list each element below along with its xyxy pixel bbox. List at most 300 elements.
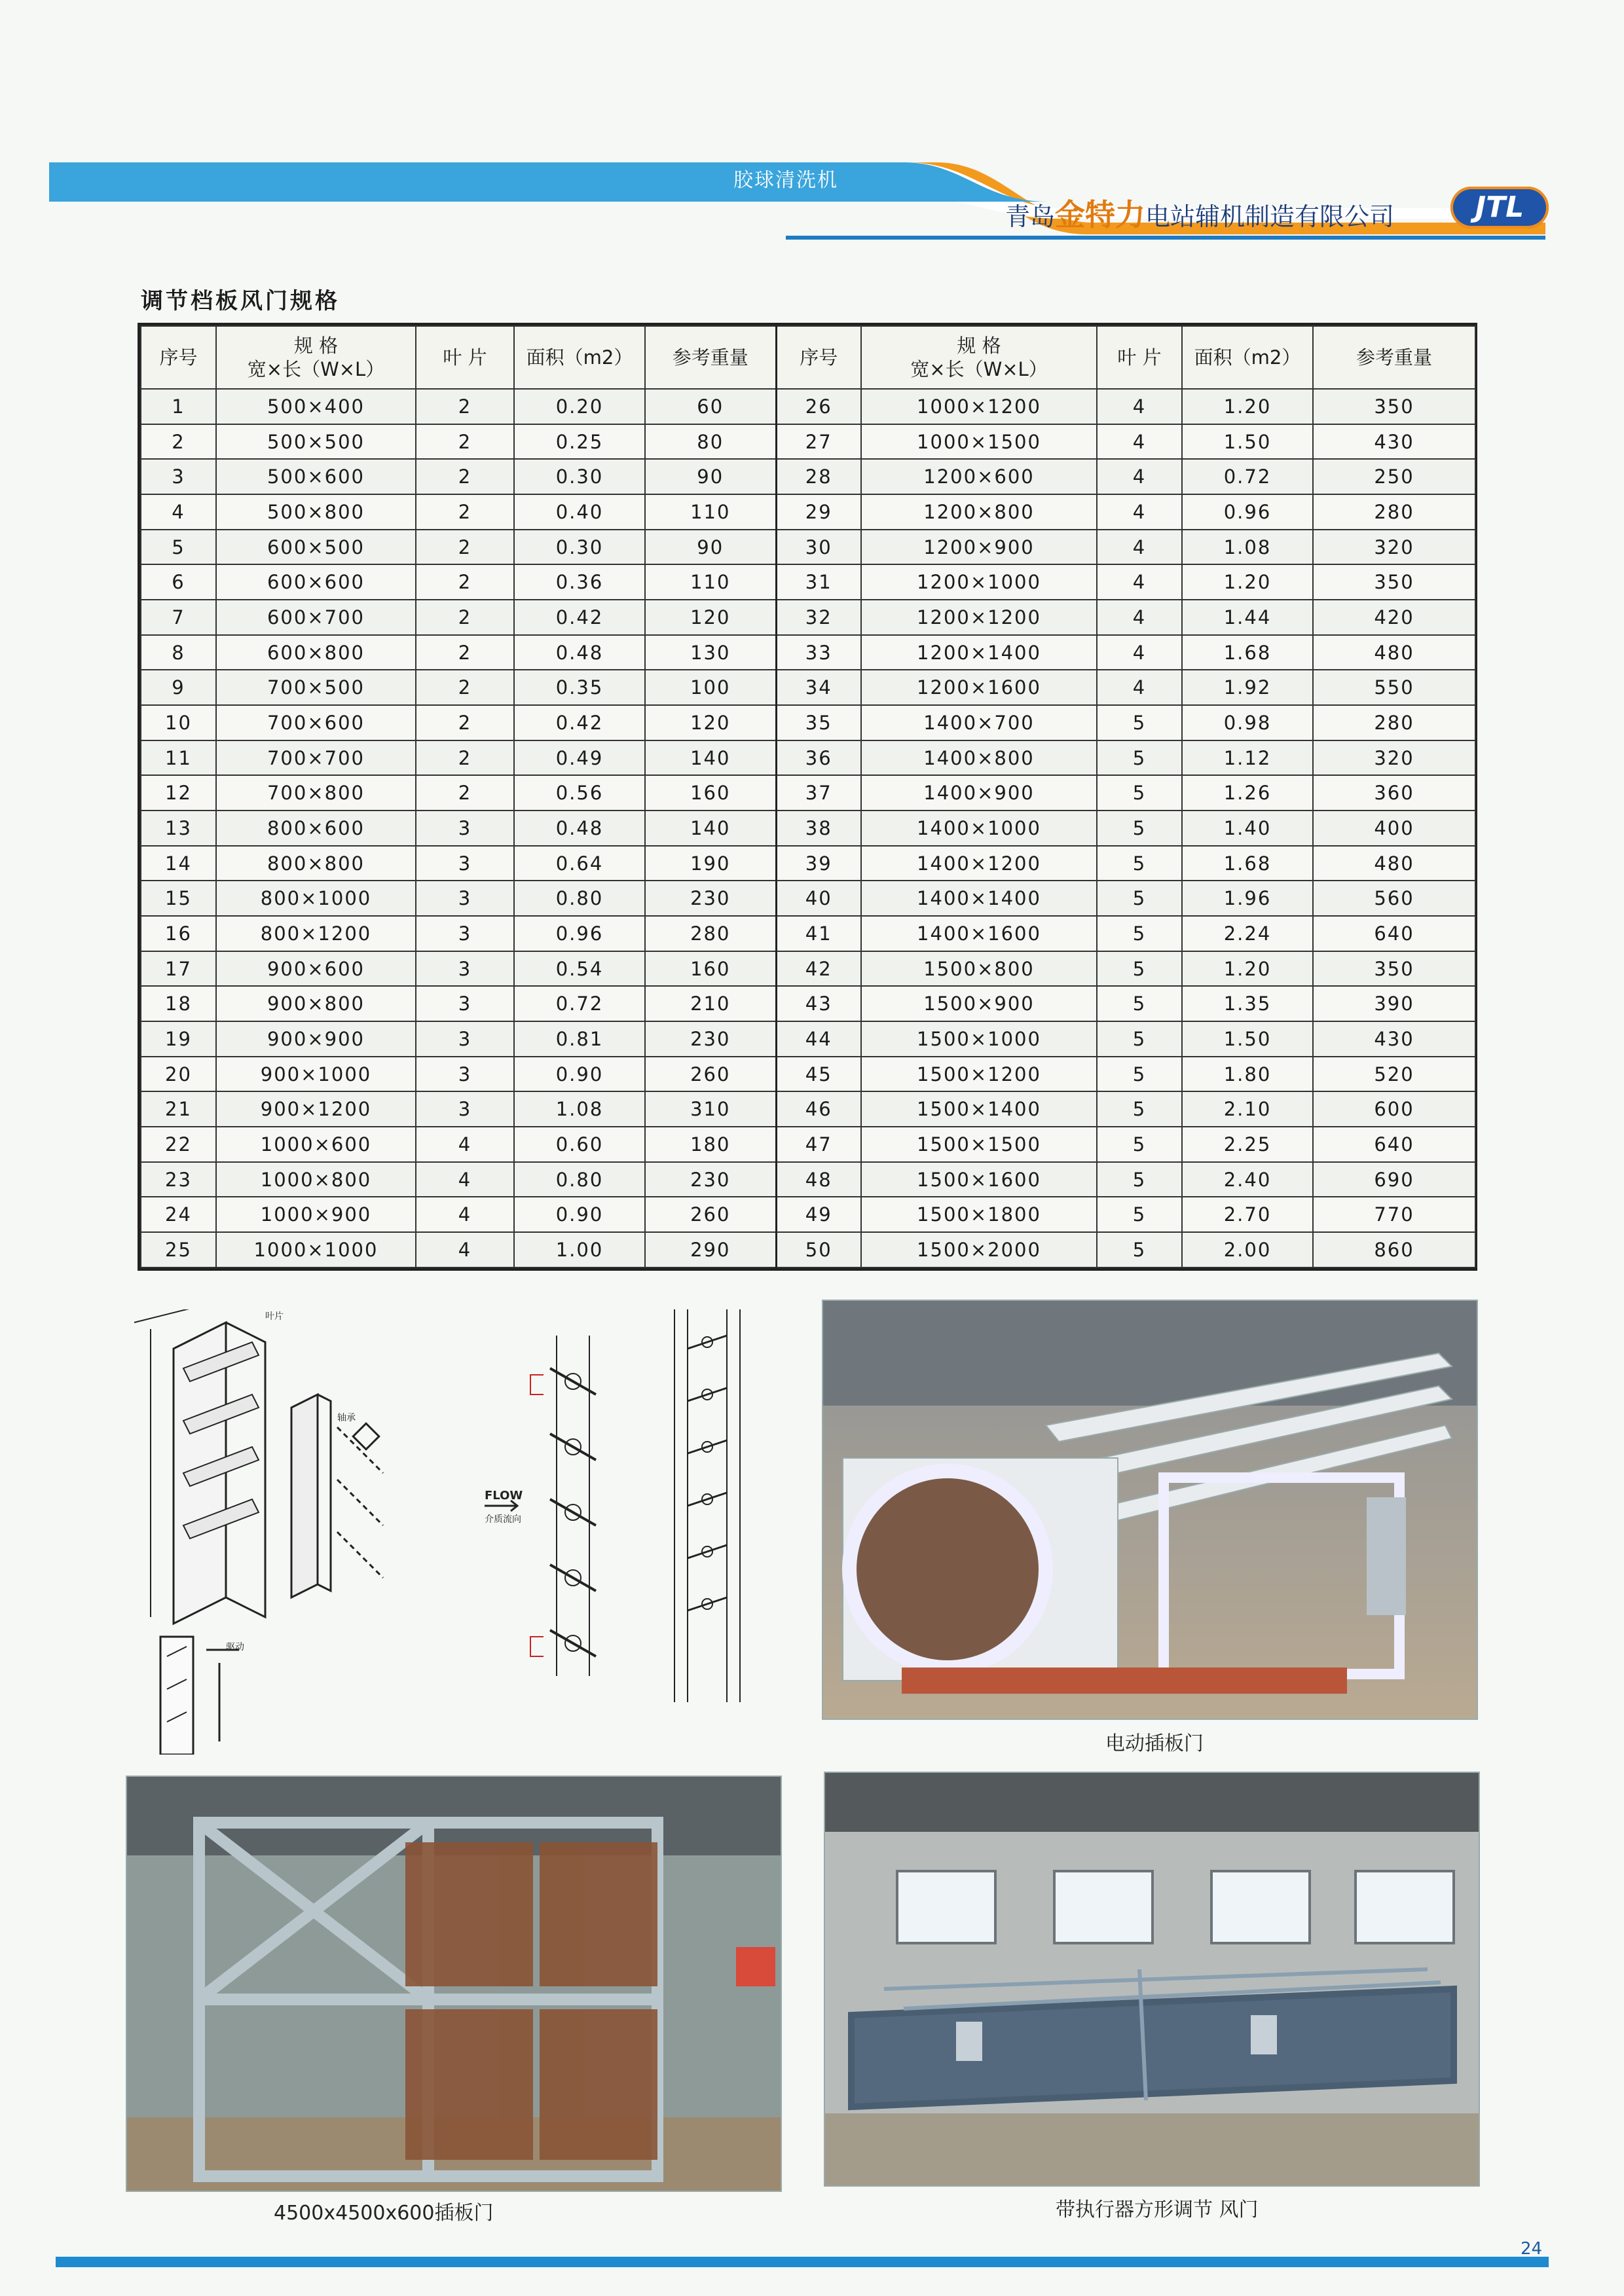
table-row bbox=[141, 916, 1475, 951]
table-row bbox=[141, 1021, 1475, 1057]
cell-weight: 110 bbox=[645, 494, 776, 530]
cell-weight: 230 bbox=[645, 1021, 776, 1057]
table-row bbox=[141, 1232, 1475, 1267]
cell-no: 13 bbox=[141, 811, 216, 846]
cell-blades: 2 bbox=[416, 424, 514, 460]
cell-no: 6 bbox=[141, 564, 216, 600]
cell-blades: 5 bbox=[1097, 951, 1182, 987]
cell-spec: 1500×1800 bbox=[861, 1197, 1097, 1232]
cell-weight: 80 bbox=[645, 424, 776, 460]
cell-no: 32 bbox=[776, 600, 861, 635]
cell-no: 10 bbox=[141, 705, 216, 740]
cell-weight: 640 bbox=[1313, 1127, 1475, 1162]
header-spec-line1: 规 格 bbox=[293, 335, 339, 357]
cell-no: 43 bbox=[776, 986, 861, 1021]
cell-no: 3 bbox=[141, 459, 216, 494]
cell-spec: 900×600 bbox=[216, 951, 416, 987]
cell-weight: 160 bbox=[645, 951, 776, 987]
cell-area: 0.20 bbox=[514, 389, 645, 424]
cell-blades: 4 bbox=[1097, 600, 1182, 635]
cell-area: 0.30 bbox=[514, 459, 645, 494]
cell-area: 0.90 bbox=[514, 1197, 645, 1232]
cell-blades: 4 bbox=[416, 1197, 514, 1232]
cell-no: 46 bbox=[776, 1091, 861, 1127]
cell-spec: 1000×900 bbox=[216, 1197, 416, 1232]
cell-area: 1.80 bbox=[1182, 1057, 1313, 1092]
table-row bbox=[141, 705, 1475, 740]
table-row bbox=[141, 670, 1475, 705]
table-row bbox=[141, 1057, 1475, 1092]
cell-blades: 3 bbox=[416, 951, 514, 987]
cell-no: 37 bbox=[776, 775, 861, 811]
cell-weight: 180 bbox=[645, 1127, 776, 1162]
svg-text:叶片: 叶片 bbox=[265, 1311, 284, 1322]
cell-weight: 290 bbox=[645, 1232, 776, 1267]
cell-spec: 800×1200 bbox=[216, 916, 416, 951]
cell-blades: 5 bbox=[1097, 1021, 1182, 1057]
cell-area: 2.24 bbox=[1182, 916, 1313, 951]
cell-no: 23 bbox=[141, 1162, 216, 1197]
cell-blades: 3 bbox=[416, 811, 514, 846]
table-row bbox=[141, 986, 1475, 1021]
cell-area: 1.00 bbox=[514, 1232, 645, 1267]
flow-section-diagram bbox=[478, 1309, 792, 1715]
header-area: 面积（m2） bbox=[514, 326, 645, 389]
cell-blades: 2 bbox=[416, 389, 514, 424]
cell-blades: 4 bbox=[1097, 635, 1182, 670]
cell-no: 16 bbox=[141, 916, 216, 951]
svg-text:轴承: 轴承 bbox=[337, 1413, 356, 1423]
cell-weight: 160 bbox=[645, 775, 776, 811]
cell-area: 0.25 bbox=[514, 424, 645, 460]
cell-no: 7 bbox=[141, 600, 216, 635]
cell-spec: 1500×1400 bbox=[861, 1091, 1097, 1127]
cell-no: 42 bbox=[776, 951, 861, 987]
cell-weight: 350 bbox=[1313, 564, 1475, 600]
cell-no: 50 bbox=[776, 1232, 861, 1267]
cell-no: 1 bbox=[141, 389, 216, 424]
table-row bbox=[141, 1091, 1475, 1127]
cell-spec: 800×800 bbox=[216, 846, 416, 881]
cell-weight: 140 bbox=[645, 740, 776, 776]
cell-no: 9 bbox=[141, 670, 216, 705]
cell-spec: 1000×1000 bbox=[216, 1232, 416, 1267]
cell-no: 35 bbox=[776, 705, 861, 740]
company-suffix: 电站辅机制造有限公司 bbox=[1145, 202, 1395, 231]
cell-blades: 5 bbox=[1097, 1057, 1182, 1092]
actuator-damper-photo bbox=[824, 1772, 1480, 2187]
cell-area: 0.49 bbox=[514, 740, 645, 776]
cell-spec: 1000×1500 bbox=[861, 424, 1097, 460]
cell-spec: 1000×800 bbox=[216, 1162, 416, 1197]
cell-weight: 210 bbox=[645, 986, 776, 1021]
cell-blades: 2 bbox=[416, 705, 514, 740]
cell-blades: 2 bbox=[416, 600, 514, 635]
cell-spec: 1200×1600 bbox=[861, 670, 1097, 705]
cell-no: 30 bbox=[776, 530, 861, 565]
cell-area: 2.70 bbox=[1182, 1197, 1313, 1232]
cell-area: 1.26 bbox=[1182, 775, 1313, 811]
cell-weight: 110 bbox=[645, 564, 776, 600]
cell-area: 2.40 bbox=[1182, 1162, 1313, 1197]
cell-weight: 230 bbox=[645, 881, 776, 916]
cell-spec: 1400×900 bbox=[861, 775, 1097, 811]
cell-spec: 1500×2000 bbox=[861, 1232, 1097, 1267]
cell-weight: 230 bbox=[645, 1162, 776, 1197]
header-blades: 叶 片 bbox=[416, 326, 514, 389]
header-blades-2: 叶 片 bbox=[1097, 326, 1182, 389]
cell-spec: 600×700 bbox=[216, 600, 416, 635]
cell-blades: 4 bbox=[1097, 494, 1182, 530]
cell-weight: 640 bbox=[1313, 916, 1475, 951]
cell-blades: 2 bbox=[416, 670, 514, 705]
cell-no: 17 bbox=[141, 951, 216, 987]
cell-blades: 4 bbox=[1097, 530, 1182, 565]
cell-spec: 800×1000 bbox=[216, 881, 416, 916]
cell-weight: 280 bbox=[1313, 705, 1475, 740]
cell-no: 20 bbox=[141, 1057, 216, 1092]
cell-area: 0.35 bbox=[514, 670, 645, 705]
cell-spec: 700×600 bbox=[216, 705, 416, 740]
cell-blades: 5 bbox=[1097, 986, 1182, 1021]
cell-spec: 1500×1000 bbox=[861, 1021, 1097, 1057]
company-logo: JTL bbox=[1450, 187, 1549, 228]
cell-weight: 480 bbox=[1313, 846, 1475, 881]
company-prefix: 青岛 bbox=[1005, 202, 1056, 231]
cell-area: 1.12 bbox=[1182, 740, 1313, 776]
cell-no: 14 bbox=[141, 846, 216, 881]
header-spec-2 bbox=[861, 326, 1097, 389]
cell-no: 15 bbox=[141, 881, 216, 916]
cell-no: 11 bbox=[141, 740, 216, 776]
cell-area: 1.20 bbox=[1182, 389, 1313, 424]
cell-area: 0.90 bbox=[514, 1057, 645, 1092]
cell-weight: 120 bbox=[645, 600, 776, 635]
cell-area: 1.35 bbox=[1182, 986, 1313, 1021]
header-spec-line1: 规 格 bbox=[957, 335, 1001, 357]
electric-gate-caption: 电动插板门 bbox=[1105, 1732, 1204, 1755]
big-gate-photo bbox=[126, 1776, 782, 2192]
cell-blades: 5 bbox=[1097, 881, 1182, 916]
cell-no: 49 bbox=[776, 1197, 861, 1232]
cell-blades: 4 bbox=[1097, 389, 1182, 424]
header-no: 序号 bbox=[141, 326, 216, 389]
header-spec-line2: 宽×长（W×L） bbox=[247, 358, 385, 380]
cell-no: 41 bbox=[776, 916, 861, 951]
company-brand: 金特力 bbox=[1055, 197, 1146, 232]
cell-weight: 320 bbox=[1313, 740, 1475, 776]
cell-no: 19 bbox=[141, 1021, 216, 1057]
cell-area: 0.54 bbox=[514, 951, 645, 987]
cell-blades: 3 bbox=[416, 1091, 514, 1127]
cell-weight: 560 bbox=[1313, 881, 1475, 916]
table-row bbox=[141, 740, 1475, 776]
cell-no: 40 bbox=[776, 881, 861, 916]
cell-blades: 2 bbox=[416, 530, 514, 565]
cell-no: 24 bbox=[141, 1197, 216, 1232]
cell-weight: 690 bbox=[1313, 1162, 1475, 1197]
cell-no: 5 bbox=[141, 530, 216, 565]
cell-area: 0.48 bbox=[514, 635, 645, 670]
cell-blades: 5 bbox=[1097, 740, 1182, 776]
flow-label: FLOW bbox=[485, 1489, 523, 1503]
cell-spec: 700×500 bbox=[216, 670, 416, 705]
cell-spec: 900×800 bbox=[216, 986, 416, 1021]
cell-no: 25 bbox=[141, 1232, 216, 1267]
table-row bbox=[141, 564, 1475, 600]
cell-spec: 800×600 bbox=[216, 811, 416, 846]
cell-blades: 5 bbox=[1097, 846, 1182, 881]
cell-area: 0.72 bbox=[514, 986, 645, 1021]
big-gate-caption: 4500x4500x600插板门 bbox=[274, 2202, 494, 2225]
cell-spec: 600×500 bbox=[216, 530, 416, 565]
cell-area: 0.81 bbox=[514, 1021, 645, 1057]
cell-weight: 770 bbox=[1313, 1197, 1475, 1232]
svg-text:介质流向: 介质流向 bbox=[485, 1514, 521, 1525]
cell-blades: 2 bbox=[416, 459, 514, 494]
cell-weight: 420 bbox=[1313, 600, 1475, 635]
table-row bbox=[141, 635, 1475, 670]
cell-blades: 4 bbox=[1097, 459, 1182, 494]
actuator-damper-caption: 带执行器方形调节 风门 bbox=[1056, 2198, 1259, 2221]
cell-blades: 3 bbox=[416, 1021, 514, 1057]
cell-spec: 1200×1000 bbox=[861, 564, 1097, 600]
cell-no: 34 bbox=[776, 670, 861, 705]
cell-weight: 280 bbox=[645, 916, 776, 951]
cell-spec: 700×800 bbox=[216, 775, 416, 811]
section-title: 调节档板风门规格 bbox=[141, 288, 340, 314]
cell-weight: 310 bbox=[645, 1091, 776, 1127]
cell-blades: 3 bbox=[416, 916, 514, 951]
cell-spec: 1500×900 bbox=[861, 986, 1097, 1021]
cell-blades: 4 bbox=[1097, 564, 1182, 600]
cell-no: 28 bbox=[776, 459, 861, 494]
cell-spec: 1400×1200 bbox=[861, 846, 1097, 881]
cell-spec: 1200×800 bbox=[861, 494, 1097, 530]
cell-area: 2.00 bbox=[1182, 1232, 1313, 1267]
cell-blades: 2 bbox=[416, 775, 514, 811]
cell-spec: 1200×600 bbox=[861, 459, 1097, 494]
cell-area: 2.25 bbox=[1182, 1127, 1313, 1162]
cell-blades: 5 bbox=[1097, 1232, 1182, 1267]
table-row bbox=[141, 951, 1475, 987]
cell-weight: 480 bbox=[1313, 635, 1475, 670]
cell-weight: 600 bbox=[1313, 1091, 1475, 1127]
cell-blades: 3 bbox=[416, 846, 514, 881]
cell-weight: 60 bbox=[645, 389, 776, 424]
cell-area: 0.98 bbox=[1182, 705, 1313, 740]
footer-rule bbox=[56, 2257, 1549, 2267]
cell-blades: 2 bbox=[416, 635, 514, 670]
cell-area: 0.96 bbox=[514, 916, 645, 951]
cell-no: 29 bbox=[776, 494, 861, 530]
cell-spec: 900×1000 bbox=[216, 1057, 416, 1092]
cell-no: 36 bbox=[776, 740, 861, 776]
table-row bbox=[141, 600, 1475, 635]
cell-spec: 1000×600 bbox=[216, 1127, 416, 1162]
cell-weight: 550 bbox=[1313, 670, 1475, 705]
cell-blades: 5 bbox=[1097, 775, 1182, 811]
cell-area: 0.72 bbox=[1182, 459, 1313, 494]
cell-weight: 400 bbox=[1313, 811, 1475, 846]
cell-weight: 260 bbox=[645, 1057, 776, 1092]
cell-weight: 90 bbox=[645, 530, 776, 565]
cell-spec: 500×500 bbox=[216, 424, 416, 460]
cell-area: 0.36 bbox=[514, 564, 645, 600]
cell-spec: 1500×800 bbox=[861, 951, 1097, 987]
cell-area: 1.20 bbox=[1182, 951, 1313, 987]
cell-no: 33 bbox=[776, 635, 861, 670]
cell-blades: 4 bbox=[1097, 670, 1182, 705]
cell-weight: 280 bbox=[1313, 494, 1475, 530]
cell-area: 0.42 bbox=[514, 705, 645, 740]
cell-spec: 1200×900 bbox=[861, 530, 1097, 565]
table-row bbox=[141, 1197, 1475, 1232]
cell-spec: 500×600 bbox=[216, 459, 416, 494]
cell-no: 18 bbox=[141, 986, 216, 1021]
cell-no: 22 bbox=[141, 1127, 216, 1162]
cell-weight: 350 bbox=[1313, 389, 1475, 424]
cell-area: 1.08 bbox=[1182, 530, 1313, 565]
cell-blades: 3 bbox=[416, 881, 514, 916]
cell-weight: 860 bbox=[1313, 1232, 1475, 1267]
table-row bbox=[141, 775, 1475, 811]
cell-spec: 500×800 bbox=[216, 494, 416, 530]
cell-spec: 900×1200 bbox=[216, 1091, 416, 1127]
damper-exploded-diagram bbox=[121, 1309, 435, 1755]
spec-table bbox=[138, 323, 1477, 1271]
cell-blades: 5 bbox=[1097, 1091, 1182, 1127]
cell-area: 1.68 bbox=[1182, 635, 1313, 670]
page-number: 24 bbox=[1521, 2239, 1543, 2259]
cell-area: 0.40 bbox=[514, 494, 645, 530]
cell-spec: 1500×1600 bbox=[861, 1162, 1097, 1197]
cell-area: 0.56 bbox=[514, 775, 645, 811]
cell-spec: 1400×1400 bbox=[861, 881, 1097, 916]
cell-area: 2.10 bbox=[1182, 1091, 1313, 1127]
cell-blades: 5 bbox=[1097, 1162, 1182, 1197]
table-header-row bbox=[141, 326, 1475, 389]
cell-area: 1.96 bbox=[1182, 881, 1313, 916]
table-row bbox=[141, 389, 1475, 424]
category-label: 胶球清洗机 bbox=[733, 169, 838, 192]
cell-spec: 1400×800 bbox=[861, 740, 1097, 776]
cell-spec: 1400×1000 bbox=[861, 811, 1097, 846]
cell-weight: 190 bbox=[645, 846, 776, 881]
electric-gate-photo bbox=[822, 1300, 1478, 1720]
cell-area: 0.64 bbox=[514, 846, 645, 881]
cell-no: 38 bbox=[776, 811, 861, 846]
cell-area: 1.68 bbox=[1182, 846, 1313, 881]
cell-weight: 430 bbox=[1313, 424, 1475, 460]
cell-spec: 1200×1200 bbox=[861, 600, 1097, 635]
table-row bbox=[141, 1162, 1475, 1197]
cell-no: 48 bbox=[776, 1162, 861, 1197]
table-row bbox=[141, 811, 1475, 846]
cell-blades: 4 bbox=[416, 1162, 514, 1197]
cell-spec: 1400×700 bbox=[861, 705, 1097, 740]
cell-spec: 1500×1500 bbox=[861, 1127, 1097, 1162]
cell-weight: 390 bbox=[1313, 986, 1475, 1021]
cell-weight: 120 bbox=[645, 705, 776, 740]
cell-no: 39 bbox=[776, 846, 861, 881]
cell-no: 44 bbox=[776, 1021, 861, 1057]
cell-spec: 1400×1600 bbox=[861, 916, 1097, 951]
cell-weight: 320 bbox=[1313, 530, 1475, 565]
cell-spec: 1200×1400 bbox=[861, 635, 1097, 670]
cell-area: 0.96 bbox=[1182, 494, 1313, 530]
cell-weight: 100 bbox=[645, 670, 776, 705]
svg-text:驱动: 驱动 bbox=[226, 1642, 244, 1652]
cell-blades: 5 bbox=[1097, 1197, 1182, 1232]
cell-spec: 1500×1200 bbox=[861, 1057, 1097, 1092]
cell-spec: 900×900 bbox=[216, 1021, 416, 1057]
cell-weight: 430 bbox=[1313, 1021, 1475, 1057]
cell-no: 31 bbox=[776, 564, 861, 600]
cell-blades: 2 bbox=[416, 740, 514, 776]
cell-area: 1.50 bbox=[1182, 424, 1313, 460]
table-row bbox=[141, 881, 1475, 916]
cell-no: 21 bbox=[141, 1091, 216, 1127]
company-name bbox=[1005, 191, 1394, 234]
cell-area: 0.42 bbox=[514, 600, 645, 635]
cell-weight: 140 bbox=[645, 811, 776, 846]
cell-no: 8 bbox=[141, 635, 216, 670]
cell-spec: 600×800 bbox=[216, 635, 416, 670]
table-row bbox=[141, 459, 1475, 494]
cell-weight: 350 bbox=[1313, 951, 1475, 987]
cell-weight: 130 bbox=[645, 635, 776, 670]
cell-area: 0.60 bbox=[514, 1127, 645, 1162]
cell-blades: 2 bbox=[416, 494, 514, 530]
table-row bbox=[141, 494, 1475, 530]
cell-area: 1.50 bbox=[1182, 1021, 1313, 1057]
table-row bbox=[141, 1127, 1475, 1162]
header-spec-line2: 宽×长（W×L） bbox=[910, 358, 1048, 380]
header-weight: 参考重量 bbox=[645, 326, 776, 389]
cell-weight: 90 bbox=[645, 459, 776, 494]
cell-blades: 4 bbox=[1097, 424, 1182, 460]
cell-spec: 600×600 bbox=[216, 564, 416, 600]
cell-blades: 5 bbox=[1097, 916, 1182, 951]
cell-spec: 1000×1200 bbox=[861, 389, 1097, 424]
cell-area: 0.80 bbox=[514, 1162, 645, 1197]
table-row bbox=[141, 424, 1475, 460]
cell-blades: 2 bbox=[416, 564, 514, 600]
cell-spec: 500×400 bbox=[216, 389, 416, 424]
cell-blades: 4 bbox=[416, 1232, 514, 1267]
cell-weight: 260 bbox=[645, 1197, 776, 1232]
cell-area: 1.08 bbox=[514, 1091, 645, 1127]
cell-spec: 700×700 bbox=[216, 740, 416, 776]
cell-no: 27 bbox=[776, 424, 861, 460]
cell-no: 26 bbox=[776, 389, 861, 424]
cell-blades: 5 bbox=[1097, 811, 1182, 846]
header-area-2: 面积（m2） bbox=[1182, 326, 1313, 389]
header-no-2: 序号 bbox=[776, 326, 861, 389]
cell-blades: 4 bbox=[416, 1127, 514, 1162]
table-row bbox=[141, 846, 1475, 881]
header-spec bbox=[216, 326, 416, 389]
cell-blades: 3 bbox=[416, 986, 514, 1021]
cell-weight: 520 bbox=[1313, 1057, 1475, 1092]
cell-area: 0.30 bbox=[514, 530, 645, 565]
table-row bbox=[141, 530, 1475, 565]
cell-area: 1.40 bbox=[1182, 811, 1313, 846]
cell-area: 0.48 bbox=[514, 811, 645, 846]
cell-blades: 5 bbox=[1097, 705, 1182, 740]
cell-no: 47 bbox=[776, 1127, 861, 1162]
